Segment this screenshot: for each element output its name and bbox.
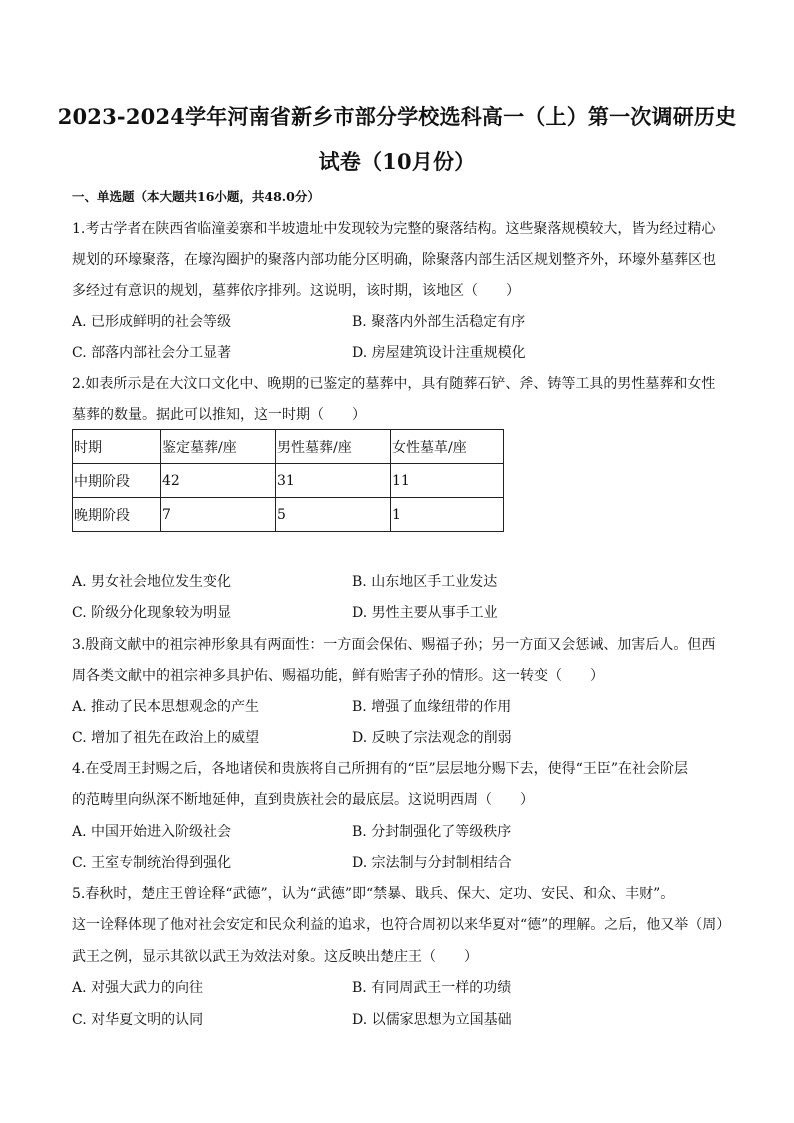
question-text-line: 5.春秋时，楚庄王曾诠释“武德”，认为“武德”即“禁暴、戢兵、保大、定功、安民、和众、丰财”。 bbox=[72, 886, 675, 902]
option-d[interactable]: D. 房屋建筑设计注重规模化 bbox=[352, 345, 526, 361]
question-text-line: 3.殷商文献中的祖宗神形象具有两面性：一方面会保佑、赐福子孙；另一方面又会惩诫、加害后人。但西 bbox=[72, 637, 716, 653]
option-d[interactable]: D. 反映了宗法观念的削弱 bbox=[352, 730, 512, 746]
option-b[interactable]: B. 山东地区手工业发达 bbox=[352, 574, 498, 590]
question-text-line: 1.考古学者在陕西省临潼姜寨和半坡遗址中发现较为完整的聚落结构。这些聚落规模较大，皆为经过精心 bbox=[72, 221, 716, 237]
table-header-cell: 女性墓革/座 bbox=[391, 430, 504, 464]
option-a[interactable]: A. 中国开始进入阶级社会 bbox=[72, 824, 232, 840]
table-row bbox=[73, 464, 504, 498]
option-b[interactable]: B. 分封制强化了等级秩序 bbox=[352, 824, 512, 840]
exam-title-line2: 试卷（10月份） bbox=[318, 149, 476, 174]
table-cell: 晚期阶段 bbox=[73, 498, 161, 532]
option-b[interactable]: B. 有同周武王一样的功绩 bbox=[352, 980, 512, 996]
question-text-line: 这一诠释体现了他对社会安定和民众利益的追求，也符合周初以来华夏对“德”的理解。之后，他又举（周） bbox=[72, 917, 731, 933]
option-c[interactable]: C. 阶级分化现象较为明显 bbox=[72, 605, 232, 621]
exam-title-line1: 2023-2024学年河南省新乡市部分学校选科高一（上）第一次调研历史 bbox=[57, 104, 737, 129]
question-text-line: 2.如表所示是在大汶口文化中、晚期的已鉴定的墓葬中，具有随葬石铲、斧、铸等工具的男性墓葬和女性 bbox=[72, 376, 716, 392]
question-text-line: 4.在受周王封赐之后，各地诸侯和贵族将自己所拥有的“臣”层层地分赐下去，使得“王臣”在社会阶层 bbox=[72, 761, 688, 777]
table-cell: 1 bbox=[391, 498, 504, 532]
option-b[interactable]: B. 聚落内外部生活稳定有序 bbox=[352, 314, 526, 330]
option-a[interactable]: A. 男女社会地位发生变化 bbox=[72, 574, 232, 590]
question-text-line: 规划的环壕聚落，在壕沟圈护的聚落内部功能分区明确，除聚落内部生活区规划整齐外，环壕外墓葬区也 bbox=[72, 252, 716, 268]
option-d[interactable]: D. 男性主要从事手工业 bbox=[352, 605, 498, 621]
table-cell: 5 bbox=[276, 498, 391, 532]
table-header-cell: 男性墓葬/座 bbox=[276, 430, 391, 464]
option-a[interactable]: A. 已形成鲜明的社会等级 bbox=[72, 314, 232, 330]
option-b[interactable]: B. 增强了血缘纽带的作用 bbox=[352, 699, 512, 715]
section-heading: 一、单选题（本大题共16小题，共48.0分） bbox=[72, 189, 320, 204]
question-text-line: 武王之例，显示其欲以武王为效法对象。这反映出楚庄王（ ） bbox=[72, 949, 478, 965]
table-cell: 11 bbox=[391, 464, 504, 498]
table-cell: 中期阶段 bbox=[73, 464, 161, 498]
table-cell: 42 bbox=[161, 464, 276, 498]
table-row bbox=[73, 498, 504, 532]
option-d[interactable]: D. 宗法制与分封制相结合 bbox=[352, 855, 512, 871]
question-text-line: 墓葬的数量。据此可以推知，这一时期（ ） bbox=[72, 407, 366, 423]
table-cell: 7 bbox=[161, 498, 276, 532]
option-c[interactable]: C. 对华夏文明的认同 bbox=[72, 1012, 204, 1028]
question-text-line: 的范畴里向纵深不断地延伸，直到贵族社会的最底层。这说明西周（ ） bbox=[72, 792, 534, 808]
question-text-line: 周各类文献中的祖宗神多具护佑、赐福功能，鲜有贻害子孙的情形。这一转变（ ） bbox=[72, 668, 604, 684]
option-d[interactable]: D. 以儒家思想为立国基础 bbox=[352, 1012, 512, 1028]
option-c[interactable]: C. 部落内部社会分工显著 bbox=[72, 345, 232, 361]
option-a[interactable]: A. 推动了民本思想观念的产生 bbox=[72, 699, 260, 715]
option-a[interactable]: A. 对强大武力的向往 bbox=[72, 980, 204, 996]
option-c[interactable]: C. 增加了祖先在政治上的威望 bbox=[72, 730, 260, 746]
table-header-row bbox=[73, 430, 504, 464]
table-header-cell: 鉴定墓葬/座 bbox=[161, 430, 276, 464]
data-table bbox=[72, 429, 504, 532]
option-c[interactable]: C. 王室专制统治得到强化 bbox=[72, 855, 232, 871]
question-text-line: 多经过有意识的规划，墓葬依序排列。这说明，该时期，该地区（ ） bbox=[72, 283, 520, 299]
table-header-cell: 时期 bbox=[73, 430, 161, 464]
table-cell: 31 bbox=[276, 464, 391, 498]
